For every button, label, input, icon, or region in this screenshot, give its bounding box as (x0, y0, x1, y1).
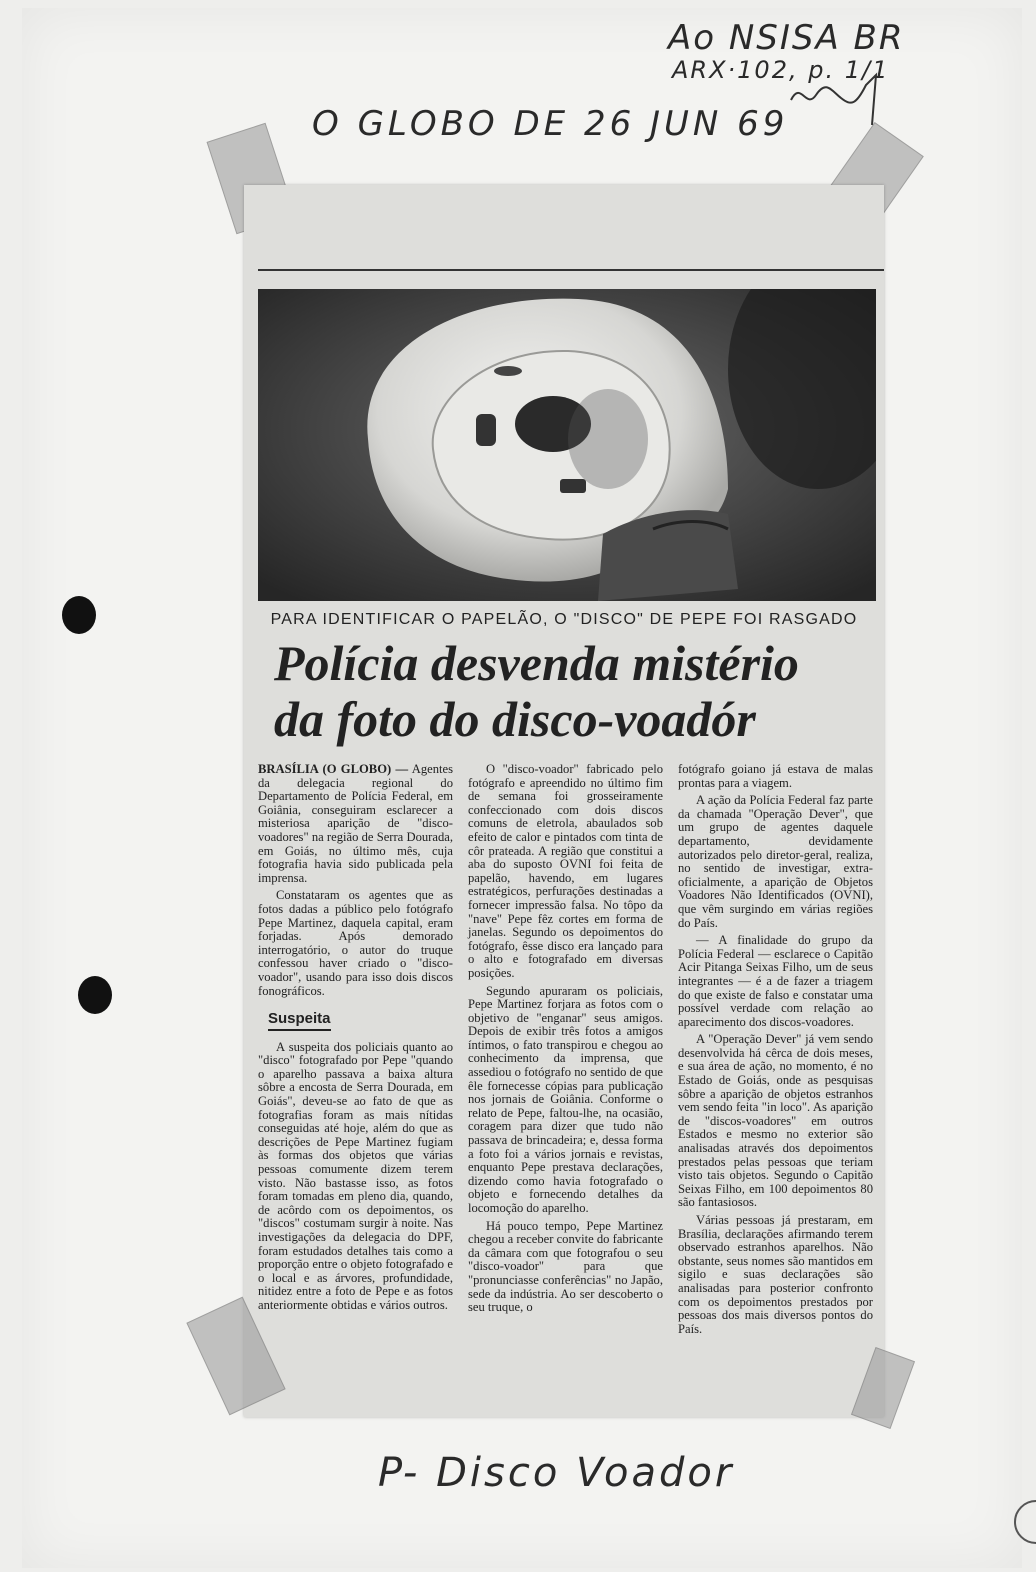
headline-line-2: da foto do disco-voadór (274, 691, 756, 747)
subject-annotation: P- Disco Voador (378, 1450, 735, 1496)
paragraph: A "Operação Dever" já vem sendo desenvolvida há cêrca de dois meses, e sua área de ação, no momento, é no Estado de Goiás, onde as pesquisas sôbre a aparição de objetos estranhos vem sendo feita "in loco". As aparição de "discos-voadores" em outros Estados e mesmo no exterior são analisadas através dos depoimentos prestados pelas pessoas que teriam visto tais objetos. Segundo o Capitão Seixas Filho, em 100 depoimentos 80 são fantasiosos. (678, 1032, 873, 1210)
punch-hole (62, 596, 96, 634)
dateline: BRASÍLIA (O GLOBO) — (258, 762, 409, 776)
article-column-2 (468, 763, 663, 1319)
paragraph: Segundo apuraram os policiais, Pepe Martinez forjara as fotos com o objetivo de "enganar" seus amigos. Depois de exibir três fotos a amigos íntimos, o fato transpirou e chegou ao conhecimento da imprensa, que assediou o fotógrafo no sentido de que êle fornecesse cópias para publicação nos jornais de Goiânia. Conforme o relato de Pepe, faltou-lhe, na ocasião, coragem para dizer que tudo não passava de brincadeira; e, dessa forma a foto foi a vários jornais e revistas, enquanto Pepe prestava declarações, dizendo como havia fotografado o objeto e fornecendo detalhes da locomoção do aparelho. (468, 983, 663, 1215)
paragraph: A ação da Polícia Federal faz parte da chamada "Operação Dever", que um grupo de agentes daquele departamento, devidamente autorizados pelo diretor-geral, realiza, no sentido de investigar, extra-oficialmente, a aparição de Objetos Voadores Não Identificados (OVNI), que vêm surgindo em várias regiões do País. (678, 793, 873, 930)
paragraph: Agentes da delegacia regional do Departamento de Polícia Federal, em Goiânia, conseguiram esclarecer a misteriosa aparição de "disco-voadores" na região de Serra Dourada, em Goiás, no último mês, cuja fotografia havia sido publicada pela imprensa. (258, 762, 453, 885)
article-body (258, 763, 878, 1413)
reference-code-annotation: Ao NSISA BR (668, 18, 905, 58)
initials-signature-icon (786, 70, 886, 130)
article-column-1 (258, 763, 453, 1317)
subhead: Suspeita (268, 1012, 331, 1031)
disc-illustration-icon (258, 289, 876, 601)
archive-code-annotation: ARX·102, p. 1/1 (672, 56, 890, 84)
newspaper-clipping (244, 185, 884, 1417)
photo-caption: PARA IDENTIFICAR O PAPELÃO, O "DISCO" DE PEPE FOI RASGADO (270, 611, 858, 628)
paragraph: A suspeita dos policiais quanto ao "disco" fotografado por Pepe "quando o aparelho passava a baixa altura sôbre a encosta de Serra Dourada, em Goiás", deveu-se ao fato de que as fotografias foram as mais nítidas conseguidas até hoje, além do que as descrições de Pepe Martinez fugiam às formas dos objetos que várias pessoas comumente dizem terem visto. Não bastasse isso, as fotos foram tomadas em pleno dia, quando, de acôrdo com os depoimentos, os "discos" costumam surgir à noite. Nas investigações da delegacia do DPF, foram estudados detalhes tais como a proporção entre o objeto fotografado e o local e as árvores, profundidade, nitidez entre a foto de Pepe e as fotos anteriormente obtidas e vários outros. (258, 1039, 453, 1312)
article-column-3 (678, 763, 873, 1340)
article-headline (274, 635, 874, 747)
paragraph: Constataram os agentes que as fotos dadas a público pelo fotógrafo Pepe Martinez, daquela capital, eram forjadas. Após demorado interrogatório, o autor do truque confessou haver criado o "disco-voador", usando para isso dois discos fonográficos. (258, 888, 453, 998)
source-annotation: O GLOBO DE 26 JUN 69 (312, 104, 789, 144)
ufo-disc-photo (258, 289, 876, 601)
top-rule (258, 269, 884, 271)
paragraph: fotógrafo goiano já estava de malas prontas para a viagem. (678, 762, 873, 790)
paragraph: O "disco-voador" fabricado pelo fotógrafo e apreendido no último fim de semana foi grosseiramente confeccionado com dois discos comuns de eletrola, abaulados sob efeito de calor e pintados com tinta de côr prateada. A região que constitui a aba do suposto OVNI foi feita de papelão, havendo, em lugares estratégicos, perfurações destinadas a fornecer impressão falsa. No tôpo da "nave" Pepe fêz cortes em forma de janelas. Segundo os depoimentos do fotógrafo, êsse disco era lançado para o alto e fotografado em diversas posições. (468, 762, 663, 980)
paragraph: — A finalidade do grupo da Polícia Federal — esclarece o Capitão Acir Pitanga Seixas Filho, um de seus integrantes — é a de fazer a triagem do que existe de falso e constatar uma possível verdade com relação ao aparecimento dos discos-voadores. (678, 933, 873, 1029)
punch-hole (78, 976, 112, 1014)
paragraph: Há pouco tempo, Pepe Martinez chegou a receber convite do fabricante da câmara com que fotografou o seu "disco-voador" para que "pronunciasse conferências" no Japão, sede da indústria. Ao ser descoberto o seu truque, o (468, 1218, 663, 1315)
paragraph: Várias pessoas já prestaram, em Brasília, declarações afirmando terem observado estranhos aparelhos. Não obstante, seus nomes são mantidos em sigilo e suas declarações são analisadas para posterior confronto com os depoimentos prestados por pessoas dos mais diversos pontos do País. (678, 1213, 873, 1336)
headline-line-1: Polícia desvenda mistério (274, 635, 799, 691)
